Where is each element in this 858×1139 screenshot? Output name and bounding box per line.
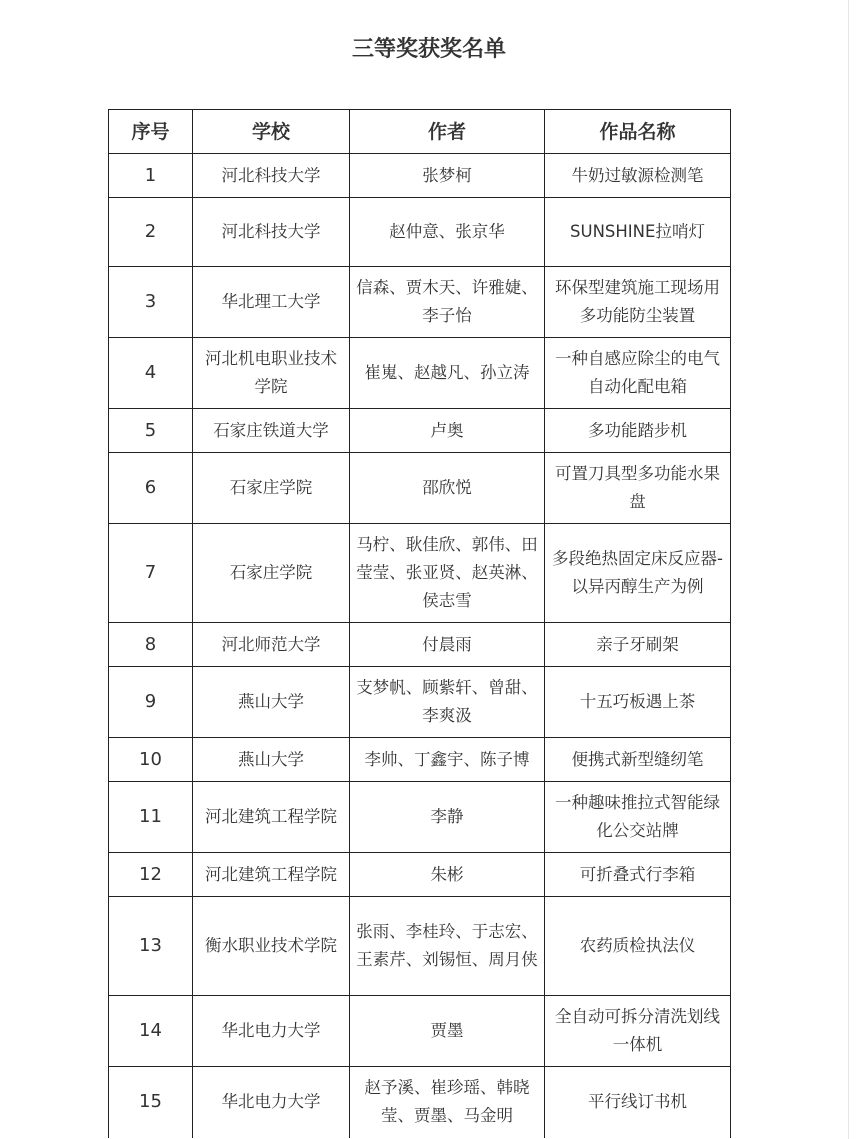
row-work: SUNSHINE拉哨灯: [545, 198, 731, 267]
row-work: 一种趣味推拉式智能绿化公交站牌: [545, 782, 731, 853]
row-authors: 马柠、耿佳欣、郭伟、田莹莹、张亚贤、赵英淋、侯志雪: [350, 524, 545, 623]
row-school: 燕山大学: [193, 667, 350, 738]
table-row: [109, 198, 731, 267]
row-work: 可置刀具型多功能水果盘: [545, 453, 731, 524]
row-school: 河北建筑工程学院: [193, 782, 350, 853]
row-school: 燕山大学: [193, 738, 350, 782]
row-school: 华北电力大学: [193, 996, 350, 1067]
row-school: 衡水职业技术学院: [193, 897, 350, 996]
row-authors: 赵予溪、崔珍瑶、韩晓莹、贾墨、马金明: [350, 1067, 545, 1138]
row-authors: 支梦帆、顾紫轩、曾甜、李爽汲: [350, 667, 545, 738]
table-row: [109, 897, 731, 996]
row-school: 华北理工大学: [193, 267, 350, 338]
table-row: [109, 623, 731, 667]
row-work: 便携式新型缝纫笔: [545, 738, 731, 782]
table-row: [109, 267, 731, 338]
row-work: 多功能踏步机: [545, 409, 731, 453]
row-work: 农药质检执法仪: [545, 897, 731, 996]
row-school: 河北师范大学: [193, 623, 350, 667]
row-authors: 付晨雨: [350, 623, 545, 667]
row-school: 石家庄学院: [193, 453, 350, 524]
table-row: [109, 996, 731, 1067]
row-authors: 邵欣悦: [350, 453, 545, 524]
table-row: [109, 154, 731, 198]
table-row: [109, 853, 731, 897]
table-row: [109, 409, 731, 453]
row-no: 11: [109, 782, 193, 853]
table-row: [109, 738, 731, 782]
row-authors: 朱彬: [350, 853, 545, 897]
row-work: 多段绝热固定床反应器-以异丙醇生产为例: [545, 524, 731, 623]
table-row: [109, 524, 731, 623]
header-work: 作品名称: [545, 110, 731, 154]
header-school: 学校: [193, 110, 350, 154]
page-title: 三等奖获奖名单: [351, 37, 506, 62]
row-no: 5: [109, 409, 193, 453]
row-authors: 信森、贾木天、许雅婕、李子怡: [350, 267, 545, 338]
row-authors: 贾墨: [350, 996, 545, 1067]
row-no: 2: [109, 198, 193, 267]
row-authors: 李静: [350, 782, 545, 853]
row-authors: 崔嵬、赵越凡、孙立涛: [350, 338, 545, 409]
row-authors: 张雨、李桂玲、于志宏、王素芹、刘锡恒、周月侠: [350, 897, 545, 996]
row-no: 9: [109, 667, 193, 738]
row-authors: 卢奥: [350, 409, 545, 453]
row-school: 河北建筑工程学院: [193, 853, 350, 897]
row-no: 13: [109, 897, 193, 996]
row-work: 平行线订书机: [545, 1067, 731, 1138]
row-authors: 张梦柯: [350, 154, 545, 198]
row-no: 6: [109, 453, 193, 524]
row-school: 河北科技大学: [193, 198, 350, 267]
row-no: 4: [109, 338, 193, 409]
table-row: [109, 338, 731, 409]
table-row: [109, 1067, 731, 1138]
row-no: 10: [109, 738, 193, 782]
row-school: 石家庄铁道大学: [193, 409, 350, 453]
row-no: 14: [109, 996, 193, 1067]
page-edge-divider: [848, 0, 849, 1139]
row-no: 1: [109, 154, 193, 198]
row-no: 8: [109, 623, 193, 667]
row-school: 河北机电职业技术学院: [193, 338, 350, 409]
row-work: 十五巧板遇上茶: [545, 667, 731, 738]
table-header-row: [109, 110, 731, 154]
row-no: 3: [109, 267, 193, 338]
row-school: 华北电力大学: [193, 1067, 350, 1138]
row-no: 7: [109, 524, 193, 623]
row-work: 亲子牙刷架: [545, 623, 731, 667]
award-table: [108, 109, 731, 1138]
row-school: 河北科技大学: [193, 154, 350, 198]
row-work: 牛奶过敏源检测笔: [545, 154, 731, 198]
row-work: 全自动可拆分清洗划线一体机: [545, 996, 731, 1067]
row-no: 15: [109, 1067, 193, 1138]
table-row: [109, 667, 731, 738]
row-work: 可折叠式行李箱: [545, 853, 731, 897]
table-row: [109, 782, 731, 853]
row-school: 石家庄学院: [193, 524, 350, 623]
row-work: 环保型建筑施工现场用多功能防尘装置: [545, 267, 731, 338]
table-row: [109, 453, 731, 524]
row-authors: 赵仲意、张京华: [350, 198, 545, 267]
row-no: 12: [109, 853, 193, 897]
header-authors: 作者: [350, 110, 545, 154]
row-work: 一种自感应除尘的电气自动化配电箱: [545, 338, 731, 409]
header-no: 序号: [109, 110, 193, 154]
row-authors: 李帅、丁鑫宇、陈子博: [350, 738, 545, 782]
